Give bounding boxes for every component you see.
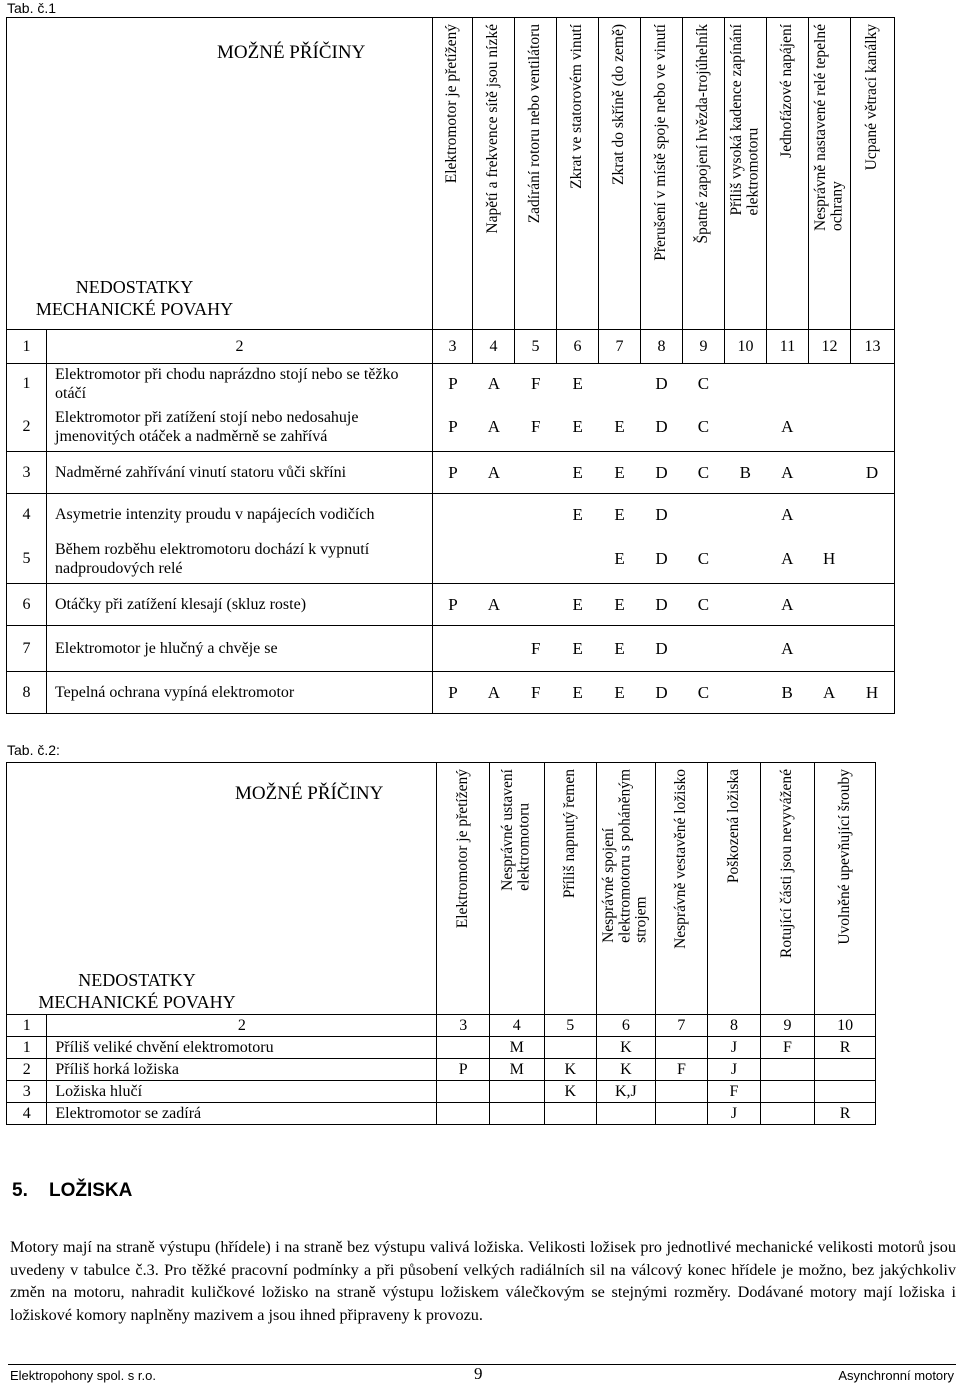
footer-title: Asynchronní motory — [838, 1368, 954, 1383]
col-number: 8 — [708, 1015, 761, 1037]
tab1-cause: Elektromotor je přetížený — [443, 23, 461, 183]
row-description: Elektromotor je hlučný a chvěje se — [47, 626, 433, 672]
row-number: 1 — [7, 364, 47, 404]
cause-code — [760, 1103, 815, 1125]
tab1-column-numbers — [7, 330, 895, 364]
cause-code — [850, 549, 894, 569]
cause-code — [724, 639, 766, 659]
row-number: 4 — [7, 494, 47, 536]
cause-code — [724, 595, 766, 615]
cause-code — [682, 639, 724, 659]
col-number: 13 — [851, 330, 895, 364]
cause-code: A — [781, 462, 794, 482]
cause-code: D — [655, 373, 668, 393]
tab2-row — [7, 1037, 876, 1059]
col-number: 6 — [557, 330, 599, 364]
row-codes — [433, 364, 895, 404]
cause-code — [682, 505, 724, 525]
causes-table-1 — [6, 17, 895, 714]
cause-code — [808, 417, 850, 437]
cause-code: F — [760, 1037, 815, 1059]
cause-code: A — [822, 682, 836, 702]
col-number: 7 — [655, 1015, 708, 1037]
tab1-cause: Přerušení v místě spoje nebo ve vinutí — [652, 23, 670, 261]
cause-code: J — [708, 1059, 761, 1081]
cause-code: P — [448, 373, 458, 393]
cause-code: E — [572, 417, 583, 437]
cause-code: H — [865, 682, 879, 702]
col-number: 11 — [767, 330, 809, 364]
tab2-header-cell — [7, 763, 437, 1015]
row-description: Asymetrie intenzity proudu v napájecích vodičích — [47, 494, 433, 536]
tab1-row — [7, 536, 895, 584]
cause-code — [655, 1103, 708, 1125]
cause-code: A — [781, 638, 794, 658]
col-number: 12 — [809, 330, 851, 364]
cause-code — [808, 595, 850, 615]
tab2-row — [7, 1081, 876, 1103]
cause-code — [850, 595, 894, 615]
row-description: Příliš horká ložiska — [47, 1059, 437, 1081]
cause-code — [808, 639, 850, 659]
cause-code — [655, 1037, 708, 1059]
row-codes — [433, 672, 895, 714]
cause-code: D — [655, 549, 668, 569]
row-number: 3 — [7, 452, 47, 494]
row-number: 6 — [7, 584, 47, 626]
cause-code: P — [448, 417, 458, 437]
tab1-cause: Zkrat ve statorovém vinutí — [568, 23, 586, 189]
cause-code: A — [487, 682, 500, 702]
cause-code: E — [572, 594, 583, 614]
cause-code: E — [614, 504, 625, 524]
tab1-label: Tab. č.1 — [7, 0, 57, 16]
col-number: 5 — [515, 330, 557, 364]
section-heading: 5. LOŽISKA — [12, 1180, 133, 1201]
cause-code: E — [614, 682, 625, 702]
cause-code — [544, 1037, 597, 1059]
cause-code — [766, 374, 808, 394]
cause-code: K — [597, 1059, 656, 1081]
cause-code — [433, 549, 473, 569]
cause-code — [724, 505, 766, 525]
tab2-causes-heading: MOŽNÉ PŘÍČINY — [235, 783, 384, 804]
cause-code: A — [487, 462, 500, 482]
row-codes — [433, 536, 895, 584]
col-number: 6 — [597, 1015, 656, 1037]
tab1-cause: Příliš vysoká kadence zapínání elektromotoru — [728, 23, 762, 216]
cause-code — [724, 683, 766, 703]
footer-company: Elektropohony spol. s r.o. — [10, 1368, 156, 1383]
tab2-cause: Nesprávné ustavení elektromotoru — [499, 768, 533, 891]
cause-code: E — [572, 373, 583, 393]
cause-code — [437, 1037, 490, 1059]
cause-code — [724, 417, 766, 437]
tab2-cause: Rotující části jsou nevyvážené — [778, 768, 796, 958]
cause-code — [473, 639, 515, 659]
cause-code — [808, 505, 850, 525]
col-number: 4 — [489, 1015, 544, 1037]
cause-code — [760, 1059, 815, 1081]
cause-code: H — [822, 549, 836, 569]
col-number: 2 — [47, 330, 433, 364]
cause-code — [815, 1059, 876, 1081]
col-number: 3 — [433, 330, 473, 364]
row-number: 8 — [7, 672, 47, 714]
cause-code: A — [781, 549, 794, 569]
col-number: 8 — [641, 330, 683, 364]
tab1-row — [7, 404, 895, 452]
cause-code — [724, 549, 766, 569]
col-number: 1 — [7, 330, 47, 364]
row-number: 2 — [7, 404, 47, 452]
col-number: 9 — [760, 1015, 815, 1037]
row-codes — [433, 584, 895, 626]
cause-code: R — [815, 1103, 876, 1125]
cause-code — [808, 374, 850, 394]
causes-table-2 — [6, 762, 876, 1125]
row-description: Elektromotor se zadírá — [47, 1103, 437, 1125]
cause-code: C — [697, 682, 710, 702]
tab1-row — [7, 626, 895, 672]
cause-code: C — [697, 462, 710, 482]
row-description: Během rozběhu elektromotoru dochází k vypnutí nadproudových relé — [47, 536, 433, 584]
row-codes — [433, 494, 895, 536]
cause-code: J — [708, 1103, 761, 1125]
row-description: Nadměrné zahřívání vinutí statoru vůči skříni — [47, 452, 433, 494]
cause-code — [473, 549, 515, 569]
cause-code: M — [489, 1059, 544, 1081]
tab1-defects-heading: NEDOSTATKY MECHANICKÉ POVAHY — [35, 277, 234, 319]
cause-code: J — [708, 1037, 761, 1059]
cause-code — [850, 639, 894, 659]
tab1-row — [7, 452, 895, 494]
cause-code: E — [572, 504, 583, 524]
cause-code — [515, 463, 557, 483]
cause-code: A — [487, 594, 500, 614]
tab1-cause: Nesprávně nastavené relé tepelné ochrany — [812, 23, 846, 231]
cause-code — [597, 1103, 656, 1125]
cause-code — [850, 417, 894, 437]
cause-code: D — [655, 682, 668, 702]
tab1-cause: Zadírání rotoru nebo ventilátoru — [526, 23, 544, 223]
cause-code: E — [614, 549, 625, 569]
cause-code: E — [614, 594, 625, 614]
row-codes — [433, 626, 895, 672]
cause-code: C — [697, 373, 710, 393]
cause-code — [850, 505, 894, 525]
row-number: 5 — [7, 536, 47, 584]
cause-code — [724, 374, 766, 394]
cause-code: M — [489, 1037, 544, 1059]
cause-code: E — [614, 638, 625, 658]
cause-code: D — [655, 462, 668, 482]
tab2-label: Tab. č.2: — [7, 742, 60, 758]
cause-code: A — [781, 594, 794, 614]
cause-code: P — [448, 594, 458, 614]
cause-code: F — [531, 682, 541, 702]
tab2-row — [7, 1103, 876, 1125]
tab2-cause: Elektromotor je přetížený — [454, 768, 472, 928]
cause-code: E — [572, 462, 583, 482]
cause-code: E — [572, 638, 583, 658]
cause-code — [437, 1081, 490, 1103]
row-number: 7 — [7, 626, 47, 672]
cause-code: A — [487, 417, 500, 437]
tab1-row — [7, 364, 895, 404]
cause-code: C — [697, 594, 710, 614]
cause-code — [433, 505, 473, 525]
tab2-cause: Uvolněné upevňující šrouby — [836, 768, 853, 945]
col-number: 1 — [7, 1015, 47, 1037]
cause-code — [815, 1081, 876, 1103]
cause-code: P — [448, 682, 458, 702]
cause-code — [489, 1081, 544, 1103]
row-description: Elektromotor při zatížení stojí nebo nedosahuje jmenovitých otáček a nadměrně se zahřívá — [47, 404, 433, 452]
row-description: Příliš veliké chvění elektromotoru — [47, 1037, 437, 1059]
tab2-column-numbers — [7, 1015, 876, 1037]
cause-code — [599, 374, 641, 394]
col-number: 3 — [437, 1015, 490, 1037]
tab1-causes-heading: MOŽNÉ PŘÍČINY — [217, 42, 366, 63]
row-description: Tepelná ochrana vypíná elektromotor — [47, 672, 433, 714]
tab2-cause: Poškozená ložiska — [724, 768, 742, 883]
cause-code: C — [697, 417, 710, 437]
row-description: Elektromotor při chodu naprázdno stojí nebo se těžko otáčí — [47, 364, 433, 404]
cause-code: P — [437, 1059, 490, 1081]
cause-code: D — [655, 594, 668, 614]
col-number: 10 — [815, 1015, 876, 1037]
cause-code: A — [781, 417, 794, 437]
cause-code — [433, 639, 473, 659]
tab1-cause: Ucpané větrací kanálky — [863, 23, 881, 170]
cause-code — [850, 374, 894, 394]
tab1-header-cell — [7, 18, 433, 330]
cause-code — [557, 549, 599, 569]
cause-code: A — [781, 504, 794, 524]
tab1-cause: Napětí a frekvence sítě jsou nízké — [484, 23, 502, 234]
row-codes — [433, 452, 895, 494]
cause-code: K — [597, 1037, 656, 1059]
tab2-cause: Nesprávné spojení elektromotoru s poháněným strojem — [600, 768, 650, 943]
row-description: Otáčky při zatížení klesají (skluz roste) — [47, 584, 433, 626]
cause-code — [515, 595, 557, 615]
col-number: 2 — [47, 1015, 437, 1037]
cause-code — [489, 1103, 544, 1125]
cause-code: R — [815, 1037, 876, 1059]
tab1-cause: Zkrat do skříně (do země) — [610, 23, 628, 185]
cause-code: F — [531, 417, 541, 437]
row-codes — [433, 404, 895, 452]
cause-code: E — [614, 417, 625, 437]
row-number: 2 — [7, 1059, 47, 1081]
col-number: 9 — [683, 330, 725, 364]
cause-code: D — [655, 638, 668, 658]
cause-code: E — [614, 462, 625, 482]
cause-code: A — [487, 373, 500, 393]
tab1-row — [7, 672, 895, 714]
tab1-row — [7, 584, 895, 626]
tab1-row — [7, 494, 895, 536]
cause-code: F — [655, 1059, 708, 1081]
cause-code: K,J — [597, 1081, 656, 1103]
row-number: 1 — [7, 1037, 47, 1059]
col-number: 5 — [544, 1015, 597, 1037]
cause-code — [655, 1081, 708, 1103]
cause-code — [437, 1103, 490, 1125]
cause-code: D — [655, 504, 668, 524]
row-number: 4 — [7, 1103, 47, 1125]
cause-code: K — [544, 1059, 597, 1081]
cause-code: F — [531, 638, 541, 658]
row-description: Ložiska hlučí — [47, 1081, 437, 1103]
cause-code: C — [697, 549, 710, 569]
cause-code: B — [781, 682, 793, 702]
cause-code — [760, 1081, 815, 1103]
tab2-cause: Nesprávně vestavěné ložisko — [672, 768, 690, 949]
cause-code — [544, 1103, 597, 1125]
cause-code: F — [531, 373, 541, 393]
tab2-row — [7, 1059, 876, 1081]
tab1-cause: Špatné zapojení hvězda-trojúhelník — [694, 23, 712, 244]
cause-code: E — [572, 682, 583, 702]
cause-code — [473, 505, 515, 525]
cause-code — [808, 463, 850, 483]
cause-code: D — [865, 462, 879, 482]
footer-page-number: 9 — [474, 1364, 483, 1383]
row-number: 3 — [7, 1081, 47, 1103]
tab2-cause: Příliš napnutý řemen — [561, 768, 579, 898]
cause-code — [515, 549, 557, 569]
col-number: 4 — [473, 330, 515, 364]
cause-code: D — [655, 417, 668, 437]
tab2-defects-heading: NEDOSTATKY MECHANICKÉ POVAHY — [38, 970, 236, 1012]
cause-code: P — [448, 462, 458, 482]
col-number: 7 — [599, 330, 641, 364]
col-number: 10 — [725, 330, 767, 364]
cause-code: K — [544, 1081, 597, 1103]
cause-code: F — [708, 1081, 761, 1103]
section-paragraph: Motory mají na straně výstupu (hřídele) i na straně bez výstupu valivá ložiska. Velikosti ložisek pro jednotlivé mechanické velikosti motorů jsou uvedeny v tabulce č.3. Pro těžké pracovní podmínky a při působení velkých radiálních sil na válcový konec hřídele je možno, bez jakýchkoliv změn na motoru, nahradit kuličkové ložisko na straně výstupu ložiskem válečkovým se stejnými rozměry. Dodávané motory mají ložiska i ložiskové komory naplněny mazivem a jsou ihned připraveny k provozu. — [10, 1238, 956, 1324]
cause-code — [515, 505, 557, 525]
cause-code: B — [739, 462, 751, 482]
tab1-cause: Jednofázové napájení — [778, 23, 796, 158]
